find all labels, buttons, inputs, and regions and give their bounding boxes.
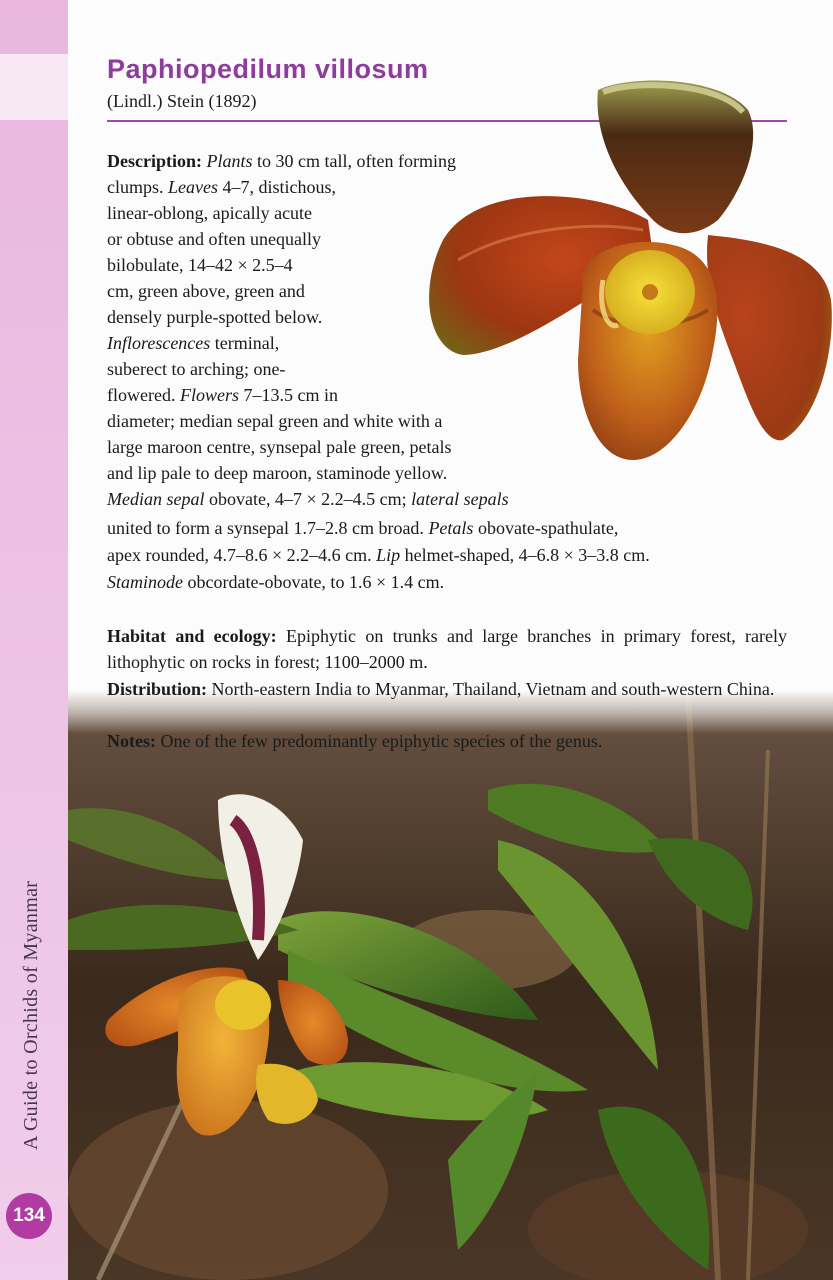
text-fragment: Inflorescences	[107, 333, 211, 353]
notes-paragraph	[107, 728, 602, 754]
habitat-text: Epiphytic on trunks and large branches in primary forest, rarely lithophytic on rocks in forest; 1100–2000 m.	[107, 626, 788, 672]
description-line-5: bilobulate, 14–42 × 2.5–4	[107, 255, 293, 275]
text-fragment: lateral sepals	[411, 489, 509, 509]
description-line-1	[107, 148, 456, 174]
text-fragment: terminal,	[210, 333, 280, 353]
book-title-vertical: A Guide to Orchids of Myanmar	[20, 880, 42, 1150]
distribution-paragraph	[107, 676, 787, 702]
description-line-11: diameter; median sepal green and white with a	[107, 411, 443, 431]
habitat-paragraph	[107, 623, 787, 675]
page-number-badge: 134	[6, 1193, 52, 1239]
description-label: Description:	[107, 151, 202, 171]
text-fragment: Median sepal	[107, 489, 205, 509]
text-fragment: to 30 cm tall, often forming	[252, 151, 456, 171]
description-line-15	[107, 515, 618, 541]
description-line-17	[107, 569, 444, 595]
species-title: Paphiopedilum villosum	[107, 54, 429, 84]
text-fragment: obovate, 4–7 × 2.2–4.5 cm;	[204, 489, 412, 509]
distribution-text: North-eastern India to Myanmar, Thailand, Vietnam and south-western China.	[207, 679, 775, 699]
description-line-9: suberect to arching; one-	[107, 359, 286, 379]
margin-tab	[0, 54, 68, 120]
notes-text: One of the few predominantly epiphytic species of the genus.	[155, 731, 603, 751]
text-fragment: apex rounded, 4.7–8.6 × 2.2–4.6 cm.	[107, 545, 377, 565]
text-fragment: obovate-spathulate,	[473, 518, 619, 538]
text-fragment: obcordate-obovate, to 1.6 × 1.4 cm.	[183, 572, 445, 592]
description-line-12: large maroon centre, synsepal pale green, petals	[107, 437, 452, 457]
description-line-14	[107, 486, 509, 512]
distribution-label: Distribution:	[107, 679, 208, 699]
description-line-16	[107, 542, 650, 568]
text-fragment: 7–13.5 cm in	[238, 385, 338, 405]
text-fragment: 4–7, distichous,	[217, 177, 336, 197]
text-fragment: flowered.	[107, 385, 180, 405]
orchid-flower-image	[418, 70, 833, 465]
description-line-4: or obtuse and often unequally	[107, 229, 321, 249]
description-line-10	[107, 382, 338, 408]
description-line-2	[107, 174, 336, 200]
text-fragment: Staminode	[107, 572, 183, 592]
description-line-8	[107, 330, 279, 356]
text-fragment: Leaves	[168, 177, 218, 197]
description-line-3: linear-oblong, apically acute	[107, 203, 313, 223]
text-fragment: clumps.	[107, 177, 168, 197]
notes-label: Notes:	[107, 731, 156, 751]
text-fragment: Flowers	[179, 385, 239, 405]
description-line-13: and lip pale to deep maroon, staminode yellow.	[107, 463, 448, 483]
description-line-6: cm, green above, green and	[107, 281, 305, 301]
species-author: (Lindl.) Stein (1892)	[107, 91, 257, 111]
orchid-habitat-photo	[68, 690, 833, 1280]
text-fragment: Plants	[206, 151, 253, 171]
text-fragment: Petals	[428, 518, 474, 538]
text-fragment: united to form a synsepal 1.7–2.8 cm broad.	[107, 518, 429, 538]
text-fragment: Lip	[376, 545, 401, 565]
habitat-label: Habitat and ecology:	[107, 626, 277, 646]
description-line-7: densely purple-spotted below.	[107, 307, 323, 327]
text-fragment: helmet-shaped, 4–6.8 × 3–3.8 cm.	[400, 545, 650, 565]
